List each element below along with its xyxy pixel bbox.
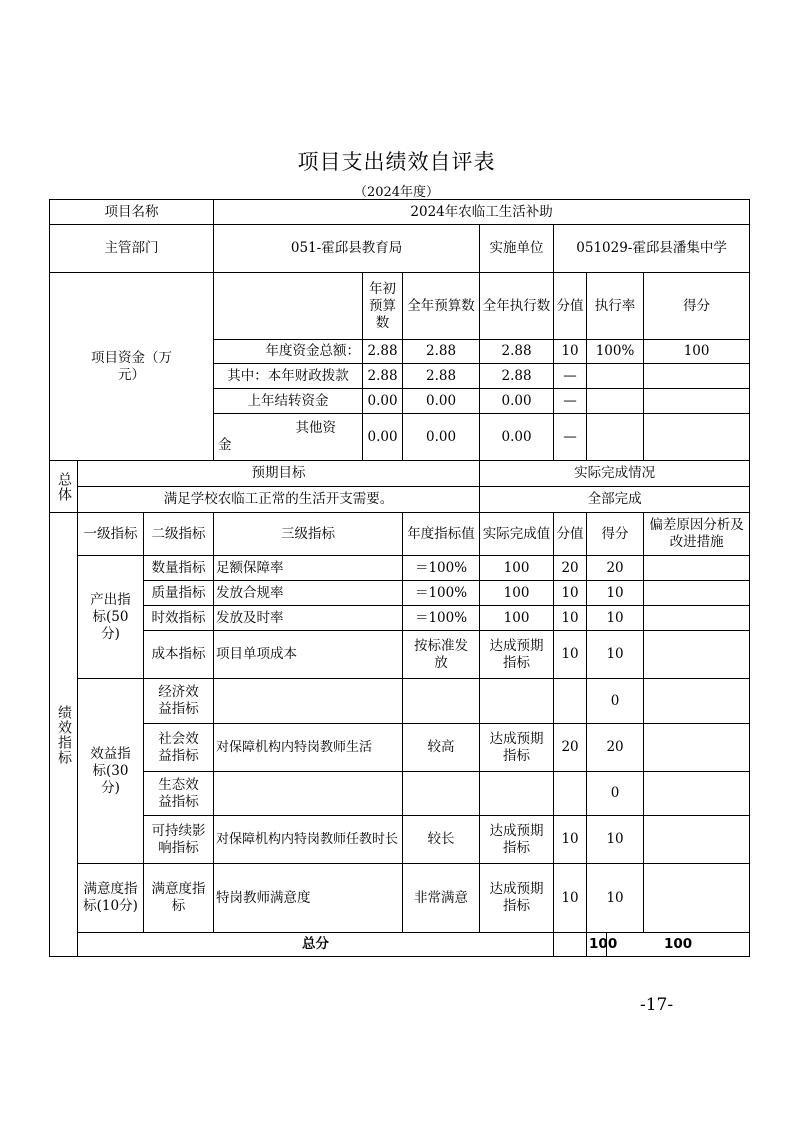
col-full: 全年预算数 <box>403 273 480 340</box>
indicators-label: 绩效指标 <box>50 513 78 957</box>
funds-rate <box>587 364 644 389</box>
weight: 10 <box>554 606 587 631</box>
funds-row-label: 年度资金总额： <box>214 340 363 364</box>
goals-label: 总体 <box>50 461 78 513</box>
weight <box>554 772 587 816</box>
funds-score <box>644 364 750 389</box>
impl-label: 实施单位 <box>480 225 554 273</box>
weight: 10 <box>554 581 587 606</box>
level3: 特岗教师满意度 <box>214 864 403 933</box>
score: 10 <box>587 606 644 631</box>
funds-header-row <box>50 273 750 340</box>
deviation <box>644 772 750 816</box>
funds-exec: 2.88 <box>480 340 554 364</box>
total-score: 100 <box>607 933 750 957</box>
page-number: -17- <box>640 995 674 1015</box>
benefit-indicator-label: 效益指标(30分) <box>78 679 144 864</box>
deviation <box>644 816 750 864</box>
dept-label: 主管部门 <box>50 225 214 273</box>
col-exec: 全年执行数 <box>480 273 554 340</box>
col-score: 得分 <box>644 273 750 340</box>
deviation <box>644 631 750 679</box>
score: 10 <box>587 631 644 679</box>
funds-score-value: 10 <box>554 340 587 364</box>
actual: 达成预期指标 <box>480 631 554 679</box>
weight <box>554 679 587 724</box>
col-target: 年度指标值 <box>403 513 480 556</box>
deviation <box>644 581 750 606</box>
indicator-row <box>50 816 750 864</box>
total-label: 总分 <box>78 933 554 957</box>
expected-goal-label: 预期目标 <box>78 461 480 487</box>
actual: 100 <box>480 556 554 581</box>
indicator-row <box>50 581 750 606</box>
col-score: 得分 <box>587 513 644 556</box>
score: 0 <box>587 772 644 816</box>
level3: 对保障机构内特岗教师任教时长 <box>214 816 403 864</box>
funds-score-value: — <box>554 389 587 414</box>
deviation <box>644 864 750 933</box>
impl-value: 051029-霍邱县潘集中学 <box>554 225 750 273</box>
total-row <box>50 933 750 957</box>
level3 <box>214 679 403 724</box>
deviation <box>644 606 750 631</box>
weight: 20 <box>554 556 587 581</box>
page-title: 项目支出绩效自评表 <box>297 150 496 174</box>
col-rate: 执行率 <box>587 273 644 340</box>
total-blank <box>554 933 587 957</box>
funds-rate: 100% <box>587 340 644 364</box>
actual-completion-label: 实际完成情况 <box>480 461 750 487</box>
level2: 生态效益指标 <box>144 772 214 816</box>
col-level2: 二级指标 <box>144 513 214 556</box>
indicator-row <box>50 724 750 772</box>
level3: 项目单项成本 <box>214 631 403 679</box>
actual: 达成预期指标 <box>480 864 554 933</box>
funds-score-value: — <box>554 364 587 389</box>
score: 20 <box>587 556 644 581</box>
performance-table <box>49 199 750 957</box>
level3: 对保障机构内特岗教师生活 <box>214 724 403 772</box>
level3: 发放合规率 <box>214 581 403 606</box>
department-row <box>50 225 750 273</box>
funds-initial: 2.88 <box>363 340 403 364</box>
funds-full: 2.88 <box>403 364 480 389</box>
indicator-row <box>50 679 750 724</box>
funds-label: 项目资金（万元） <box>50 273 214 461</box>
goals-content-row <box>50 487 750 513</box>
target <box>403 772 480 816</box>
deviation <box>644 556 750 581</box>
actual: 100 <box>480 581 554 606</box>
level2: 经济效益指标 <box>144 679 214 724</box>
score: 10 <box>587 581 644 606</box>
col-initial: 年初预算数 <box>363 273 403 340</box>
indicator-header-row <box>50 513 750 556</box>
project-name-label: 项目名称 <box>50 200 214 225</box>
funds-blank-header <box>214 273 363 340</box>
target: 非常满意 <box>403 864 480 933</box>
dept-value: 051-霍邱县教育局 <box>214 225 480 273</box>
level2: 社会效益指标 <box>144 724 214 772</box>
project-name-value: 2024年农临工生活补助 <box>214 200 750 225</box>
funds-row-label-b: 金 <box>218 437 232 453</box>
funds-score <box>644 414 750 461</box>
target <box>403 679 480 724</box>
deviation <box>644 679 750 724</box>
deviation <box>644 724 750 772</box>
weight: 20 <box>554 724 587 772</box>
score: 10 <box>587 816 644 864</box>
funds-exec: 0.00 <box>480 414 554 461</box>
page-subtitle: （2024年度） <box>353 185 440 200</box>
funds-score: 100 <box>644 340 750 364</box>
score: 10 <box>587 864 644 933</box>
funds-score <box>644 389 750 414</box>
actual <box>480 679 554 724</box>
funds-initial: 2.88 <box>363 364 403 389</box>
target: ＝100% <box>403 581 480 606</box>
actual: 达成预期指标 <box>480 816 554 864</box>
level2: 质量指标 <box>144 581 214 606</box>
funds-full: 2.88 <box>403 340 480 364</box>
col-actual: 实际完成值 <box>480 513 554 556</box>
actual-completion: 全部完成 <box>480 487 750 513</box>
funds-exec: 0.00 <box>480 389 554 414</box>
funds-row-label <box>214 414 363 461</box>
weight: 10 <box>554 816 587 864</box>
target: 较长 <box>403 816 480 864</box>
goals-header-row <box>50 461 750 487</box>
actual: 100 <box>480 606 554 631</box>
indicator-row <box>50 864 750 933</box>
target: 较高 <box>403 724 480 772</box>
target: 按标准发放 <box>403 631 480 679</box>
funds-rate <box>587 389 644 414</box>
funds-initial: 0.00 <box>363 414 403 461</box>
indicator-row <box>50 606 750 631</box>
funds-row-label: 其中：本年财政拨款 <box>214 364 363 389</box>
indicator-row <box>50 772 750 816</box>
score: 20 <box>587 724 644 772</box>
actual: 达成预期指标 <box>480 724 554 772</box>
weight: 10 <box>554 631 587 679</box>
weight: 10 <box>554 864 587 933</box>
score: 0 <box>587 679 644 724</box>
col-weight: 分值 <box>554 513 587 556</box>
col-deviation: 偏差原因分析及改进措施 <box>644 513 750 556</box>
funds-row-label: 上年结转资金 <box>214 389 363 414</box>
expected-goal: 满足学校农临工正常的生活开支需要。 <box>78 487 480 513</box>
total-weight: 100 <box>587 933 607 957</box>
level3: 足额保障率 <box>214 556 403 581</box>
satisfaction-indicator-label: 满意度指标(10分) <box>78 864 144 933</box>
output-indicator-label: 产出指标(50分) <box>78 556 144 679</box>
indicator-row <box>50 556 750 581</box>
target: ＝100% <box>403 556 480 581</box>
funds-exec: 2.88 <box>480 364 554 389</box>
level3: 发放及时率 <box>214 606 403 631</box>
col-level1: 一级指标 <box>78 513 144 556</box>
funds-row-label-a: 其他资 <box>295 420 337 436</box>
level2: 数量指标 <box>144 556 214 581</box>
level2: 满意度指标 <box>144 864 214 933</box>
indicator-row <box>50 631 750 679</box>
col-score-value: 分值 <box>554 273 587 340</box>
target: ＝100% <box>403 606 480 631</box>
funds-rate <box>587 414 644 461</box>
funds-score-value: — <box>554 414 587 461</box>
funds-initial: 0.00 <box>363 389 403 414</box>
level2: 可持续影响指标 <box>144 816 214 864</box>
level2: 成本指标 <box>144 631 214 679</box>
funds-full: 0.00 <box>403 389 480 414</box>
col-level3: 三级指标 <box>214 513 403 556</box>
funds-full: 0.00 <box>403 414 480 461</box>
actual <box>480 772 554 816</box>
level2: 时效指标 <box>144 606 214 631</box>
project-name-row <box>50 200 750 225</box>
level3 <box>214 772 403 816</box>
